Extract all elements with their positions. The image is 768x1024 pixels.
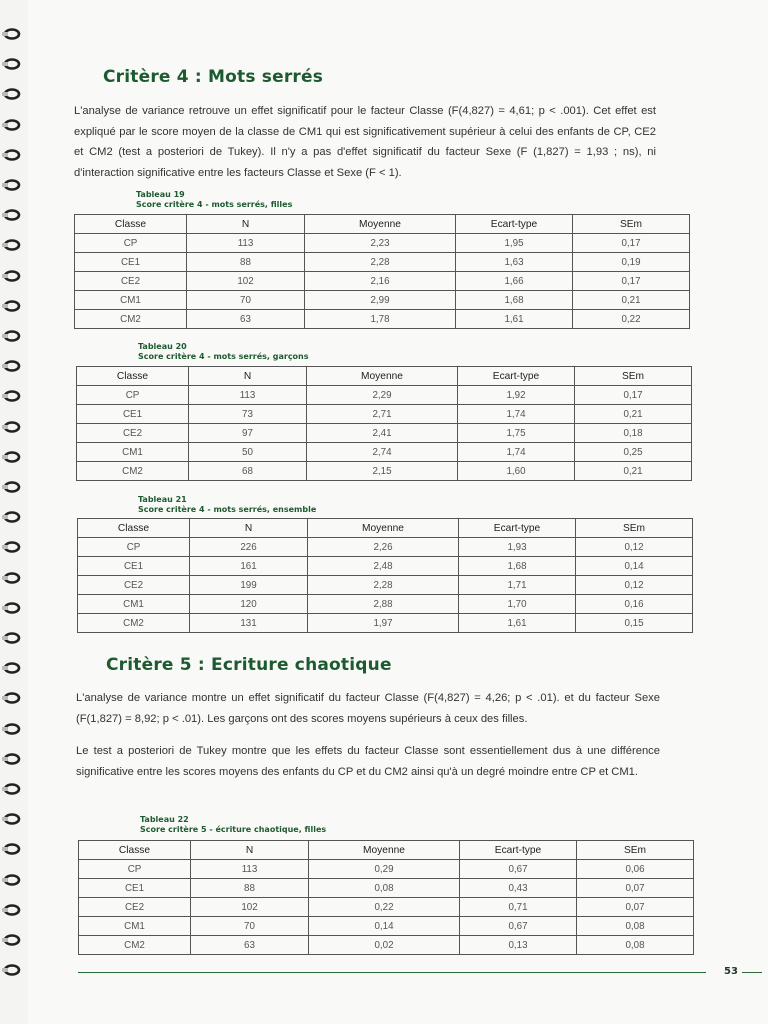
binding-ring [2, 662, 22, 674]
table-header-row [79, 841, 694, 860]
table-row [75, 310, 690, 329]
table-cell: 70 [187, 291, 305, 310]
table-cell: 2,99 [305, 291, 456, 310]
section-5-title: Critère 5 : Ecriture chaotique [106, 655, 392, 675]
table-cell: 2,16 [305, 272, 456, 291]
table-cell: 1,61 [456, 310, 573, 329]
column-header: SEm [576, 519, 693, 538]
table-cell: 1,74 [458, 405, 575, 424]
table-cell: CE2 [78, 576, 190, 595]
binding-ring [2, 28, 22, 40]
table-row [77, 462, 692, 481]
table-cell: 0,71 [460, 898, 577, 917]
binding-ring [2, 692, 22, 704]
binding-ring [2, 149, 22, 161]
table-cell: 1,70 [459, 595, 576, 614]
table-cell: 113 [187, 234, 305, 253]
binding-ring [2, 390, 22, 402]
table-cell: 0,25 [575, 443, 692, 462]
table-cell: 2,74 [307, 443, 458, 462]
table-cell: 0,12 [576, 576, 693, 595]
column-header: SEm [575, 367, 692, 386]
binding-ring [2, 481, 22, 493]
column-header: Moyenne [305, 215, 456, 234]
table-cell: 0,29 [309, 860, 460, 879]
table-row [77, 386, 692, 405]
table-cell: 1,75 [458, 424, 575, 443]
table-row [75, 272, 690, 291]
table-cell: 63 [187, 310, 305, 329]
binding-ring [2, 300, 22, 312]
table-cell: 68 [189, 462, 307, 481]
binding-ring [2, 451, 22, 463]
table-cell: 0,02 [309, 936, 460, 955]
table-cell: 1,61 [459, 614, 576, 633]
table-cell: 0,43 [460, 879, 577, 898]
table-cell: 1,63 [456, 253, 573, 272]
table-cell: 120 [190, 595, 308, 614]
table-cell: CE2 [77, 424, 189, 443]
binding-ring [2, 843, 22, 855]
table-cell: 113 [189, 386, 307, 405]
table-cell: CE1 [75, 253, 187, 272]
binding-ring [2, 58, 22, 70]
table-row [79, 879, 694, 898]
table-cell: 0,14 [576, 557, 693, 576]
table-cell: 0,21 [573, 291, 690, 310]
table-row [75, 234, 690, 253]
table-cell: 2,28 [308, 576, 459, 595]
table-cell: 1,97 [308, 614, 459, 633]
table-cell: 0,21 [575, 462, 692, 481]
table-cell: 102 [187, 272, 305, 291]
column-header: N [191, 841, 309, 860]
column-header: Ecart-type [460, 841, 577, 860]
table-cell: 102 [191, 898, 309, 917]
table-cell: 2,48 [308, 557, 459, 576]
binding-ring [2, 632, 22, 644]
table-22-label: Tableau 22 [140, 815, 189, 824]
table-cell: 0,21 [575, 405, 692, 424]
table-cell: CP [75, 234, 187, 253]
table-cell: CE2 [75, 272, 187, 291]
table-19 [74, 214, 690, 329]
column-header: Classe [75, 215, 187, 234]
table-cell: 0,06 [577, 860, 694, 879]
table-cell: 2,15 [307, 462, 458, 481]
table-20-subtitle: Score critère 4 - mots serrés, garçons [138, 352, 309, 361]
column-header: N [190, 519, 308, 538]
table-cell: 2,23 [305, 234, 456, 253]
table-cell: 0,18 [575, 424, 692, 443]
table-cell: 2,29 [307, 386, 458, 405]
table-cell: CE1 [79, 879, 191, 898]
binding-ring [2, 179, 22, 191]
page-number: 53 [724, 966, 738, 977]
binding-ring [2, 270, 22, 282]
binding-ring [2, 360, 22, 372]
table-header-row [77, 367, 692, 386]
footer-rule-end [742, 972, 762, 973]
table-header-row [78, 519, 693, 538]
column-header: Classe [78, 519, 190, 538]
table-cell: 0,17 [573, 234, 690, 253]
table-cell: 0,07 [577, 879, 694, 898]
column-header: SEm [577, 841, 694, 860]
table-cell: 199 [190, 576, 308, 595]
table-cell: 0,13 [460, 936, 577, 955]
column-header: Moyenne [309, 841, 460, 860]
table-cell: 0,17 [575, 386, 692, 405]
table-row [78, 576, 693, 595]
table-cell: 1,71 [459, 576, 576, 595]
table-cell: 2,26 [308, 538, 459, 557]
table-cell: CE1 [77, 405, 189, 424]
table-cell: CM1 [75, 291, 187, 310]
binding-ring [2, 511, 22, 523]
table-row [78, 557, 693, 576]
binding-ring [2, 209, 22, 221]
binding-ring [2, 421, 22, 433]
table-row [79, 860, 694, 879]
table-cell: CM2 [75, 310, 187, 329]
binding-ring [2, 602, 22, 614]
table-cell: 131 [190, 614, 308, 633]
table-cell: 2,71 [307, 405, 458, 424]
table-cell: 63 [191, 936, 309, 955]
table-cell: 0,12 [576, 538, 693, 557]
column-header: N [189, 367, 307, 386]
table-21-label: Tableau 21 [138, 495, 187, 504]
table-cell: 0,08 [577, 917, 694, 936]
table-cell: 1,66 [456, 272, 573, 291]
table-cell: 2,28 [305, 253, 456, 272]
table-cell: 1,92 [458, 386, 575, 405]
table-20-caption [138, 342, 309, 362]
table-19-subtitle: Score critère 4 - mots serrés, filles [136, 200, 293, 209]
column-header: Classe [79, 841, 191, 860]
section-5-paragraph-1: L'analyse de variance montre un effet significatif du facteur Classe (F(4,827) = 4,26; p < .01). et du facteur Sexe (F(1,827) = 8,92; p < .01). Les garçons ont des scores moyens supérieurs à ceux des filles. [76, 692, 660, 725]
binding-ring [2, 330, 22, 342]
table-22-subtitle: Score critère 5 - écriture chaotique, filles [140, 825, 327, 834]
table-cell: 50 [189, 443, 307, 462]
table-cell: 88 [191, 879, 309, 898]
table-cell: 97 [189, 424, 307, 443]
table-cell: CP [78, 538, 190, 557]
table-20-label: Tableau 20 [138, 342, 187, 351]
table-cell: 0,67 [460, 917, 577, 936]
table-row [77, 443, 692, 462]
spiral-binding [0, 28, 28, 1018]
table-cell: CM1 [77, 443, 189, 462]
table-cell: 1,68 [456, 291, 573, 310]
table-cell: 73 [189, 405, 307, 424]
table-cell: 0,07 [577, 898, 694, 917]
table-21-caption [138, 495, 316, 515]
table-cell: 0,15 [576, 614, 693, 633]
column-header: N [187, 215, 305, 234]
table-row [78, 614, 693, 633]
table-cell: CM2 [77, 462, 189, 481]
table-row [79, 917, 694, 936]
table-row [78, 538, 693, 557]
table-cell: 0,08 [309, 879, 460, 898]
table-cell: 2,88 [308, 595, 459, 614]
binding-ring [2, 964, 22, 976]
binding-ring [2, 753, 22, 765]
column-header: Ecart-type [456, 215, 573, 234]
table-21-subtitle: Score critère 4 - mots serrés, ensemble [138, 505, 317, 514]
table-21 [77, 518, 693, 633]
section-5-paragraph-2: Le test a posteriori de Tukey montre que les effets du facteur Classe sont essentiellement dus à une différence significative entre les scores moyens des enfants du CP et du CM2 ainsi qu'à un degré moindre entre CP et CM1. [76, 745, 660, 778]
table-19-label: Tableau 19 [136, 190, 185, 199]
table-cell: 226 [190, 538, 308, 557]
column-header: Ecart-type [458, 367, 575, 386]
binding-ring [2, 783, 22, 795]
table-cell: 2,41 [307, 424, 458, 443]
table-cell: 1,68 [459, 557, 576, 576]
binding-ring [2, 934, 22, 946]
table-row [75, 253, 690, 272]
binding-ring [2, 723, 22, 735]
table-cell: 88 [187, 253, 305, 272]
binding-ring [2, 119, 22, 131]
table-cell: CE1 [78, 557, 190, 576]
document-page [28, 0, 768, 1024]
table-cell: CM2 [78, 614, 190, 633]
section-4-title: Critère 4 : Mots serrés [103, 67, 324, 87]
column-header: SEm [573, 215, 690, 234]
section-4-paragraph: L'analyse de variance retrouve un effet significatif pour le facteur Classe (F(4,827) = 4,61; p < .001). Cet effet est expliqué par le score moyen de la classe de CM1 qui est significativement supérieur à celui des enfants de CP, CE2 et CM2 (test a posteriori de Tukey). Il n'y a pas d'effet significatif du facteur Sexe (F (1,827) = 1,93 ; ns), ni d'interaction significative entre les facteurs Classe et Sexe (F < 1). [74, 105, 656, 179]
table-header-row [75, 215, 690, 234]
table-cell: 0,14 [309, 917, 460, 936]
footer-rule [78, 972, 706, 973]
table-row [77, 405, 692, 424]
binding-ring [2, 572, 22, 584]
table-cell: 1,93 [459, 538, 576, 557]
table-cell: CP [77, 386, 189, 405]
table-cell: 0,19 [573, 253, 690, 272]
binding-ring [2, 239, 22, 251]
table-cell: 70 [191, 917, 309, 936]
binding-ring [2, 813, 22, 825]
table-row [75, 291, 690, 310]
table-row [79, 936, 694, 955]
binding-ring [2, 904, 22, 916]
table-cell: CM2 [79, 936, 191, 955]
binding-ring [2, 874, 22, 886]
table-19-caption [136, 190, 292, 210]
table-cell: 1,78 [305, 310, 456, 329]
table-row [77, 424, 692, 443]
table-cell: CM1 [79, 917, 191, 936]
column-header: Ecart-type [459, 519, 576, 538]
column-header: Moyenne [307, 367, 458, 386]
table-22 [78, 840, 694, 955]
table-row [79, 898, 694, 917]
table-cell: 1,95 [456, 234, 573, 253]
table-cell: 1,74 [458, 443, 575, 462]
table-cell: CP [79, 860, 191, 879]
table-cell: 1,60 [458, 462, 575, 481]
binding-ring [2, 88, 22, 100]
table-cell: 0,22 [309, 898, 460, 917]
table-20 [76, 366, 692, 481]
table-cell: 0,08 [577, 936, 694, 955]
column-header: Classe [77, 367, 189, 386]
table-cell: 161 [190, 557, 308, 576]
table-cell: 0,17 [573, 272, 690, 291]
column-header: Moyenne [308, 519, 459, 538]
table-row [78, 595, 693, 614]
table-cell: CE2 [79, 898, 191, 917]
table-cell: 0,22 [573, 310, 690, 329]
table-cell: 113 [191, 860, 309, 879]
table-cell: CM1 [78, 595, 190, 614]
table-cell: 0,67 [460, 860, 577, 879]
table-cell: 0,16 [576, 595, 693, 614]
binding-ring [2, 541, 22, 553]
table-22-caption [140, 815, 326, 835]
